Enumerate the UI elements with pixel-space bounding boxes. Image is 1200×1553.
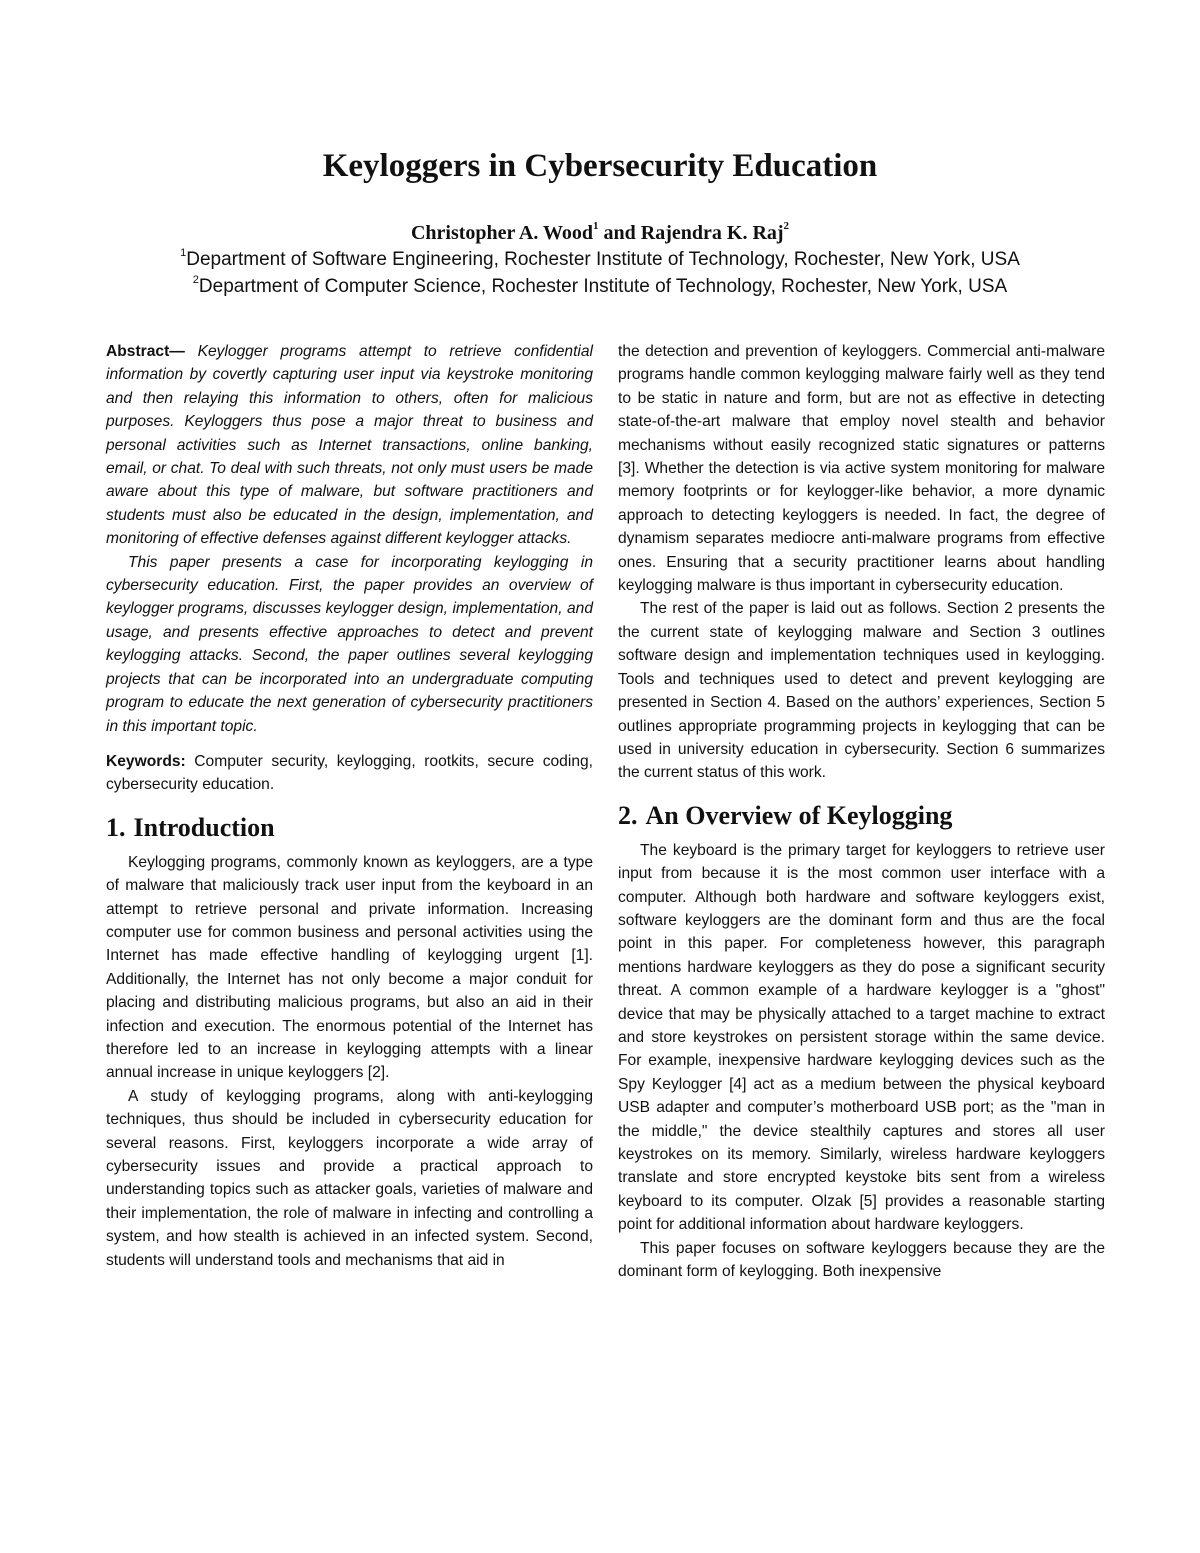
- author-2: Rajendra K. Raj: [640, 222, 784, 244]
- abstract: [106, 340, 593, 738]
- keywords-text: Computer security, keylogging, rootkits, secure coding, cybersecurity education.: [106, 752, 593, 794]
- author-1: Christopher A. Wood: [410, 222, 594, 244]
- section-1-title: Introduction: [133, 812, 275, 842]
- affiliation-2: [0, 276, 1200, 298]
- affiliation-1-sup: 1: [180, 247, 187, 259]
- abstract-label: Abstract—: [106, 343, 185, 360]
- paper-title: Keyloggers in Cybersecurity Education: [322, 148, 878, 184]
- section-2-heading: [618, 801, 1105, 831]
- section-2-number: 2.: [618, 800, 638, 830]
- abstract-paragraph-2: This paper presents a case for incorporating keylogging in cybersecurity education. First, the paper provides an overview of keylogger programs, discusses keylogger design, implementation, and usage, and presents effective approaches to detect and prevent keylogging attacks. Second, the paper outlines several keylogging projects that can be incorporated into an undergraduate computing program to educate the next generation of cybersecurity practitioners in this important topic.: [106, 553, 593, 735]
- author-line: [0, 222, 1200, 245]
- right-column: [618, 340, 1105, 1283]
- section-1-paragraph-3: the detection and prevention of keyloggers. Commercial anti-malware programs handle common keylogging malware fairly well as they tend to be static in nature and form, but are not as effective in detecting state-of-the-art malware that employ novel stealth and behavior mechanisms without easily recognized static signatures or patterns [3]. Whether the detection is via active system monitoring for malware memory footprints or for keylogger-like behavior, a more dynamic approach to detecting keyloggers is needed. In fact, the degree of dynamism separates mediocre anti-malware programs from effective ones. Ensuring that a security practitioner learns about handling keylogging malware is thus important in cybersecurity education.: [618, 343, 1105, 595]
- section-1-heading: [106, 813, 593, 843]
- affiliation-2-text: Department of Computer Science, Rochester Institute of Technology, Rochester, New York, USA: [198, 276, 1008, 297]
- section-2-paragraph-1: The keyboard is the primary target for keyloggers to retrieve user input from because it is the most common user interface with a computer. Although both hardware and software keyloggers exist, software keyloggers are the dominant form and thus are the focal point in this paper. For completeness however, this paragraph mentions hardware keyloggers as they do pose a significant security threat. A common example of a hardware keylogger is a "ghost" device that may be physically attached to a target machine to extract and store keystrokes on persistent storage within the same device. For example, inexpensive hardware keylogging devices such as the Spy Keylogger [4] act as a medium between the physical keyboard USB adapter and computer’s motherboard USB port; as the "man in the middle," the device stealthily captures and stores all user keystrokes on its memory. Similarly, wireless hardware keyloggers translate and store encrypted keystoke bits sent from a wireless keyboard to its computer. Olzak [5] provides a reasonable starting point for additional information about hardware keyloggers.: [618, 841, 1105, 1234]
- abstract-text-1: Keylogger programs attempt to retrieve confidential information by covertly capturing user input via keystroke monitoring and then relaying this information to others, often for malicious purposes. Keyloggers thus pose a major threat to business and personal activities such as Internet transactions, online banking, email, or chat. To deal with such threats, not only must users be made aware about this type of malware, but software practitioners and students must also be educated in the design, implementation, and monitoring of effective defenses against different keylogger attacks.: [106, 343, 593, 548]
- affiliation-2-sup: 2: [192, 274, 199, 286]
- section-1-number: 1.: [106, 812, 126, 842]
- author-conjunction: and: [603, 222, 636, 244]
- affiliation-1-text: Department of Software Engineering, Rochester Institute of Technology, Rochester, New York, USA: [186, 249, 1020, 270]
- keywords-label: Keywords:: [106, 752, 186, 770]
- section-1-paragraph-2: A study of keylogging programs, along with anti-keylogging techniques, thus should be included in cybersecurity education for several reasons. First, keyloggers incorporate a wide array of cybersecurity issues and provide a practical approach to understanding topics such as attacker goals, varieties of malware and their implementation, the role of malware in infecting and controlling a system, and how stealth is achieved in an infected system. Second, students will understand tools and mechanisms that aid in: [106, 1087, 593, 1269]
- abstract-paragraph-1: [106, 340, 593, 551]
- author-2-sup: 2: [783, 220, 790, 232]
- affiliation-1: [0, 249, 1200, 271]
- section-2-title: An Overview of Keylogging: [645, 800, 953, 830]
- author-1-sup: 1: [593, 220, 599, 232]
- keywords: [106, 750, 593, 797]
- section-1-paragraph-4: The rest of the paper is laid out as follows. Section 2 presents the the current state of keylogging malware and Section 3 outlines software design and implementation techniques used in keylogging. Tools and techniques used to detect and prevent keylogging are presented in Section 4. Based on the authors’ experiences, Section 5 outlines appropriate programming projects in keylogging that can be used in university education in cybersecurity. Section 6 summarizes the current status of this work.: [618, 600, 1105, 782]
- section-1-paragraph-1: Keylogging programs, commonly known as keyloggers, are a type of malware that maliciously track user input from the keyboard in an attempt to retrieve personal and private information. Increasing computer use for common business and personal activities using the Internet has made effective handling of keylogging urgent [1]. Additionally, the Internet has not only become a major conduit for placing and distributing malicious programs, but also an aid in their infection and execution. The enormous potential of the Internet has therefore led to an increase in keylogging attempts with a linear annual increase in unique keyloggers [2].: [106, 853, 593, 1082]
- left-column: [106, 340, 593, 1272]
- section-2-paragraph-2: This paper focuses on software keyloggers because they are the dominant form of keylogging. Both inexpensive: [618, 1239, 1105, 1281]
